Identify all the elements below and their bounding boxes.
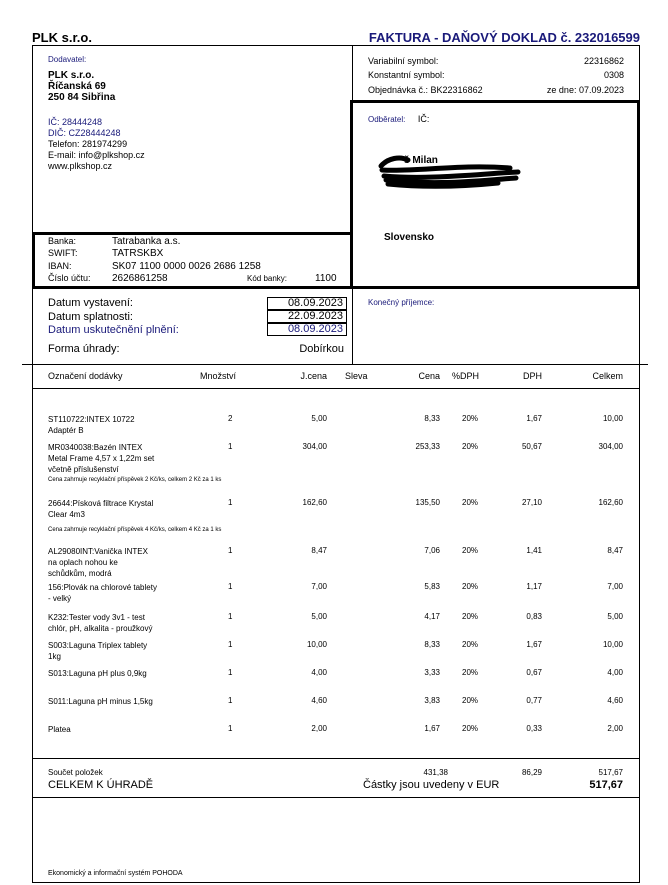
bank-code-value: 1100 [315, 273, 337, 284]
item-quantity: 1 [228, 546, 233, 555]
table-header-top-line [22, 364, 648, 365]
item-description-line: 26644:Písková filtrace Krystal [48, 499, 154, 508]
supplier-city: 250 84 Sibřina [48, 92, 116, 103]
footer-software: Ekonomický a informační systém POHODA [48, 870, 183, 877]
variable-symbol-value: 22316862 [583, 56, 624, 66]
constant-symbol-value: 0308 [603, 70, 624, 80]
redaction-scribble [378, 150, 538, 195]
account-row [48, 273, 338, 284]
item-price: 4,17 [424, 612, 440, 621]
grand-total-value: 517,67 [589, 779, 623, 791]
item-vat: 0,83 [526, 612, 542, 621]
item-description-line: S011:Laguna pH minus 1,5kg [48, 697, 153, 706]
item-description [48, 582, 198, 604]
item-quantity: 1 [228, 582, 233, 591]
item-description-line: schůdkům, modrá [48, 569, 112, 578]
item-price: 5,83 [424, 582, 440, 591]
item-description-line: AL29080INT:Vanička INTEX [48, 547, 148, 556]
item-description-line: 156:Plovák na chlorové tablety [48, 583, 157, 592]
table-header-bottom-line [32, 388, 640, 389]
item-description [48, 668, 198, 679]
item-total: 4,00 [607, 668, 623, 677]
item-vat: 0,67 [526, 668, 542, 677]
item-price: 135,50 [415, 498, 440, 507]
item-unit-price: 5,00 [311, 612, 327, 621]
item-quantity: 1 [228, 640, 233, 649]
item-description-line: chlór, pH, alkalita - proužkový [48, 624, 153, 633]
payment-method-value: Dobírkou [299, 343, 344, 355]
item-vat-rate: 20% [462, 640, 479, 649]
col-header-description: Označení dodávky [48, 371, 123, 381]
item-unit-price: 4,60 [311, 696, 327, 705]
item-unit-price: 2,00 [311, 724, 327, 733]
item-recycling-note: Cena zahrnuje recyklační příspěvek 2 Kč/ks, celkem 2 Kč za 1 ks [48, 477, 222, 483]
iban-value: SK07 1100 0000 0026 2686 1258 [112, 261, 261, 272]
totals-bottom-line [32, 797, 640, 798]
item-description-line: MR0340038:Bazén INTEX [48, 443, 143, 452]
item-quantity: 1 [228, 724, 233, 733]
item-description-line: na oplach nohou ke [48, 558, 118, 567]
item-description-line: S013:Laguna pH plus 0,9kg [48, 669, 147, 678]
item-description-line: ST110722:INTEX 10722 [48, 415, 135, 424]
item-quantity: 1 [228, 498, 233, 507]
item-unit-price: 8,47 [311, 546, 327, 555]
item-price: 7,06 [424, 546, 440, 555]
sum-price: 431,38 [423, 768, 448, 777]
item-vat-rate: 20% [462, 582, 479, 591]
item-price: 8,33 [424, 414, 440, 423]
supplier-street: Říčanská 69 [48, 81, 106, 92]
supplier-ic: IČ: 28444248 [48, 117, 103, 127]
swift-row [48, 248, 163, 259]
item-total: 162,60 [598, 498, 623, 507]
grand-total-label: CELKEM K ÚHRADĚ [48, 779, 154, 791]
supplier-block [48, 55, 145, 172]
constant-symbol-label: Konstantní symbol: [368, 70, 445, 80]
item-vat: 27,10 [521, 498, 542, 507]
order-row [368, 85, 624, 95]
col-header-price: Cena [418, 371, 440, 381]
due-date-value: 22.09.2023 [267, 310, 347, 323]
item-total: 5,00 [607, 612, 623, 621]
item-description [48, 612, 198, 634]
col-header-vat: DPH [522, 371, 542, 381]
taxable-date-label: Datum uskutečnění plnění: [48, 324, 179, 336]
item-total: 10,00 [602, 414, 623, 423]
col-header-unit-price: J.cena [300, 371, 327, 381]
item-vat: 1,67 [526, 414, 542, 423]
supplier-name: PLK s.r.o. [48, 70, 95, 81]
taxable-date-value: 08.09.2023 [267, 323, 347, 336]
item-vat-rate: 20% [462, 442, 479, 451]
issued-date-value: 08.09.2023 [267, 297, 347, 310]
item-vat-rate: 20% [462, 414, 479, 423]
supplier-phone: Telefon: 281974299 [48, 139, 128, 149]
item-vat: 50,67 [521, 442, 542, 451]
item-total: 7,00 [607, 582, 623, 591]
variable-symbol-label: Variabilní symbol: [368, 56, 439, 66]
bank-value: Tatrabanka a.s. [112, 236, 181, 247]
col-header-discount: Sleva [345, 371, 368, 381]
frame-top-line [32, 45, 640, 46]
item-price: 3,83 [424, 696, 440, 705]
item-vat-rate: 20% [462, 668, 479, 677]
item-unit-price: 5,00 [311, 414, 327, 423]
customer-label: Odběratel: [368, 115, 406, 124]
col-header-vat-rate: %DPH [452, 371, 480, 381]
swift-value: TATRSKBX [112, 248, 164, 259]
item-quantity: 1 [228, 612, 233, 621]
iban-label: IBAN: [48, 261, 72, 271]
item-unit-price: 10,00 [306, 640, 327, 649]
item-vat-rate: 20% [462, 546, 479, 555]
variable-symbol-row [368, 56, 624, 66]
item-description [48, 546, 198, 579]
item-description-line: K232:Tester vody 3v1 - test [48, 613, 145, 622]
item-description [48, 640, 198, 662]
totals-top-line [32, 758, 640, 759]
sum-vat: 86,29 [521, 768, 542, 777]
item-price: 253,33 [415, 442, 440, 451]
item-vat: 1,67 [526, 640, 542, 649]
item-quantity: 1 [228, 442, 233, 451]
customer-country: Slovensko [384, 232, 435, 243]
item-description-line: Clear 4m3 [48, 510, 85, 519]
document-title: FAKTURA - DAŇOVÝ DOKLAD č. 232016599 [368, 30, 640, 45]
item-description-line: včetně příslušenství [48, 465, 119, 474]
item-description [48, 414, 198, 436]
bank-code-label: Kód banky: [247, 274, 288, 283]
item-vat: 0,77 [526, 696, 542, 705]
bank-label: Banka: [48, 236, 77, 246]
order-date: ze dne: 07.09.2023 [546, 85, 624, 95]
item-description [48, 498, 222, 536]
item-total: 4,60 [607, 696, 623, 705]
col-header-quantity: Množství [200, 371, 237, 381]
item-description [48, 724, 198, 735]
due-date-label: Datum splatnosti: [48, 311, 133, 323]
item-description [48, 696, 198, 707]
item-quantity: 2 [228, 414, 233, 423]
item-description-line: S003:Laguna Triplex tablety [48, 641, 148, 650]
supplier-email[interactable]: E-mail: info@plkshop.cz [48, 150, 145, 160]
supplier-website[interactable]: www.plkshop.cz [48, 161, 113, 171]
sum-total: 517,67 [598, 768, 623, 777]
constant-symbol-row [368, 70, 624, 80]
item-vat-rate: 20% [462, 612, 479, 621]
iban-row [48, 261, 261, 272]
item-quantity: 1 [228, 696, 233, 705]
item-description-line: 1kg [48, 652, 61, 661]
item-unit-price: 162,60 [302, 498, 327, 507]
company-name: PLK s.r.o. [32, 30, 92, 45]
item-price: 1,67 [424, 724, 440, 733]
item-total: 2,00 [607, 724, 623, 733]
item-price: 3,33 [424, 668, 440, 677]
customer-ic-label: IČ: [417, 114, 430, 124]
item-vat-rate: 20% [462, 724, 479, 733]
payment-method-label: Forma úhrady: [48, 343, 120, 355]
item-description-line: Adaptér B [48, 426, 84, 435]
customer-label-row [368, 114, 429, 124]
final-recipient-label: Konečný příjemce: [368, 298, 435, 307]
item-total: 304,00 [598, 442, 623, 451]
item-vat: 1,41 [526, 546, 542, 555]
item-description-line: Metal Frame 4,57 x 1,22m set [48, 454, 155, 463]
item-unit-price: 4,00 [311, 668, 327, 677]
account-label: Číslo účtu: [48, 273, 91, 283]
item-total: 10,00 [602, 640, 623, 649]
item-price: 8,33 [424, 640, 440, 649]
swift-label: SWIFT: [48, 248, 78, 258]
item-vat: 0,33 [526, 724, 542, 733]
supplier-label: Dodavatel: [48, 55, 87, 64]
item-description-line: - velký [48, 594, 72, 603]
bank-row [48, 236, 180, 247]
supplier-dic: DIČ: CZ28444248 [48, 128, 121, 138]
item-unit-price: 7,00 [311, 582, 327, 591]
item-unit-price: 304,00 [302, 442, 327, 451]
item-quantity: 1 [228, 668, 233, 677]
item-description-line: Platea [48, 725, 71, 734]
customer-name: š Milan [404, 155, 438, 166]
item-vat: 1,17 [526, 582, 542, 591]
currency-note: Částky jsou uvedeny v EUR [363, 779, 500, 791]
item-recycling-note: Cena zahrnuje recyklační příspěvek 4 Kč/ks, celkem 4 Kč za 1 ks [48, 527, 222, 533]
item-vat-rate: 20% [462, 498, 479, 507]
order-number: Objednávka č.: BK22316862 [368, 85, 483, 95]
sum-label: Součet položek [48, 768, 103, 777]
item-total: 8,47 [607, 546, 623, 555]
account-value: 2626861258 [112, 273, 168, 284]
item-description [48, 442, 222, 486]
frame-bottom-line [32, 882, 640, 883]
issued-date-label: Datum vystavení: [48, 297, 133, 309]
item-vat-rate: 20% [462, 696, 479, 705]
col-header-total: Celkem [592, 371, 623, 381]
